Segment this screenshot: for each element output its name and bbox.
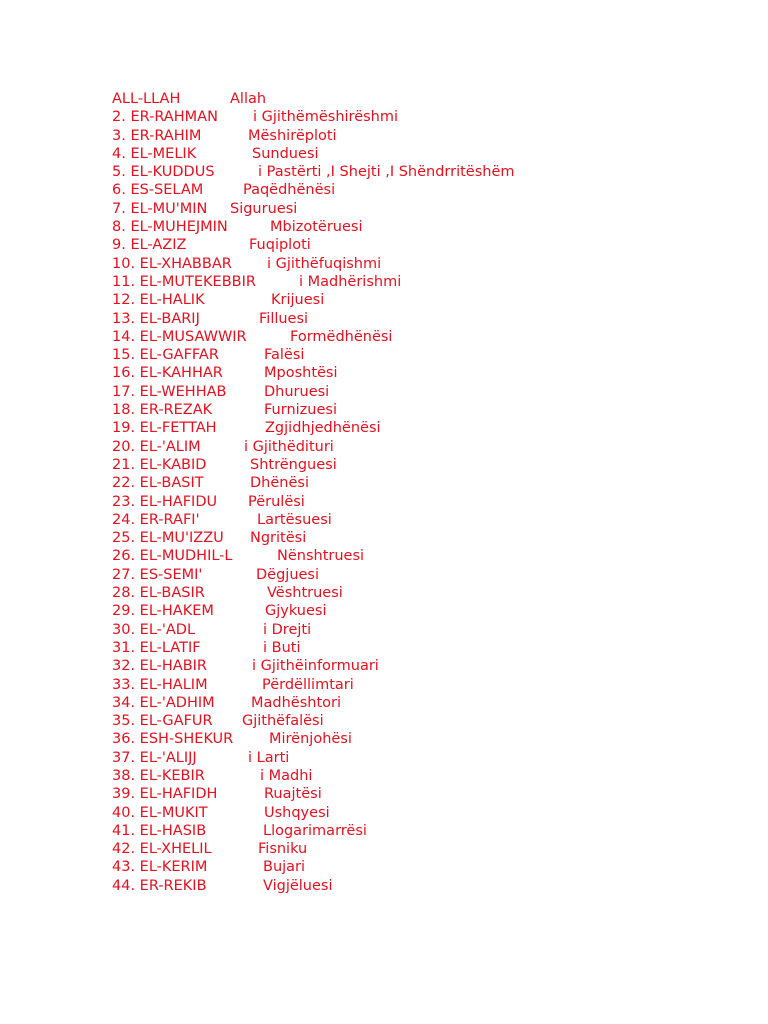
list-item (112, 639, 752, 657)
list-item (112, 438, 752, 456)
name-meaning: Bujari (263, 859, 306, 876)
divine-name: 34. EL-'ADHIM (112, 694, 215, 711)
list-item (112, 511, 752, 529)
list-item (112, 877, 752, 895)
divine-name: 42. EL-XHELIL (112, 841, 212, 858)
list-item (112, 785, 752, 803)
divine-name: 11. EL-MUTEKEBBIR (112, 273, 256, 290)
name-meaning: Formëdhënësi (290, 328, 393, 345)
divine-name: 22. EL-BASIT (112, 475, 204, 492)
list-item (112, 694, 752, 712)
divine-name: 4. EL-MELIK (112, 145, 197, 162)
name-meaning: Dhënësi (250, 475, 309, 492)
list-item (112, 749, 752, 767)
list-item (112, 804, 752, 822)
list-item (112, 822, 752, 840)
list-item (112, 858, 752, 876)
divine-name: 3. ER-RAHIM (112, 127, 202, 144)
name-meaning: i Drejti (263, 621, 312, 638)
names-list (112, 90, 752, 895)
list-item (112, 328, 752, 346)
list-item (112, 163, 752, 181)
divine-name: 6. ES-SELAM (112, 182, 204, 199)
list-item (112, 346, 752, 364)
list-item (112, 310, 752, 328)
list-item (112, 181, 752, 199)
name-meaning: Ushqyesi (264, 804, 330, 821)
divine-name: 7. EL-MU'MIN (112, 200, 208, 217)
divine-name: 36. ESH-SHEKUR (112, 731, 234, 748)
list-item (112, 621, 752, 639)
divine-name: 41. EL-HASIB (112, 822, 207, 839)
name-meaning: Përulësi (248, 493, 305, 510)
name-meaning: Furnizuesi (264, 402, 337, 419)
divine-name: 43. EL-KERIM (112, 859, 208, 876)
name-meaning: Ruajtësi (264, 786, 322, 803)
divine-name: ALL-LLAH (112, 91, 181, 107)
divine-name: 26. EL-MUDHIL-L (112, 548, 233, 565)
list-item (112, 218, 752, 236)
divine-name: 14. EL-MUSAWWIR (112, 328, 247, 345)
name-meaning: Vigjëluesi (263, 877, 333, 894)
list-item (112, 401, 752, 419)
name-meaning: Mbizotëruesi (270, 219, 363, 236)
divine-name: 21. EL-KABID (112, 456, 207, 473)
list-item (112, 547, 752, 565)
list-item (112, 529, 752, 547)
divine-name: 24. ER-RAFI' (112, 511, 200, 528)
divine-name: 33. EL-HALIM (112, 676, 208, 693)
name-meaning: Siguruesi (230, 200, 298, 217)
name-meaning: Mposhtësi (264, 365, 338, 382)
name-meaning: i Gjithëdituri (244, 438, 334, 455)
name-meaning: Sunduesi (252, 145, 319, 162)
divine-name: 13. EL-BARIJ (112, 310, 200, 327)
divine-name: 25. EL-MU'IZZU (112, 530, 224, 547)
list-item (112, 493, 752, 511)
list-item (112, 255, 752, 273)
list-item (112, 273, 752, 291)
list-item (112, 236, 752, 254)
list-item (112, 383, 752, 401)
list-item (112, 108, 752, 126)
list-item (112, 657, 752, 675)
name-meaning: Gjithëfalësi (242, 713, 324, 730)
name-meaning: Nënshtruesi (277, 548, 365, 565)
name-meaning: i Madhërishmi (299, 273, 402, 290)
list-item (112, 602, 752, 620)
name-meaning: i Gjithëmëshirëshmi (253, 109, 399, 126)
divine-name: 31. EL-LATIF (112, 639, 201, 656)
name-meaning: Përdëllimtari (262, 676, 354, 693)
list-item (112, 767, 752, 785)
list-item (112, 291, 752, 309)
name-meaning: Lartësuesi (257, 511, 332, 528)
divine-name: 23. EL-HAFIDU (112, 493, 218, 510)
divine-name: 35. EL-GAFUR (112, 713, 213, 730)
name-meaning: i Larti (248, 749, 290, 766)
divine-name: 27. ES-SEMI' (112, 566, 203, 583)
divine-name: 2. ER-RAHMAN (112, 109, 218, 126)
list-item (112, 200, 752, 218)
list-item (112, 419, 752, 437)
list-item (112, 127, 752, 145)
divine-name: 29. EL-HAKEM (112, 603, 214, 620)
divine-name: 32. EL-HABIR (112, 658, 208, 675)
divine-name: 30. EL-'ADL (112, 621, 196, 638)
name-meaning: i Buti (263, 639, 301, 656)
name-meaning: Ngritësi (250, 530, 307, 547)
name-meaning: Falësi (264, 347, 305, 364)
name-meaning: Dhuruesi (264, 383, 330, 400)
list-item (112, 584, 752, 602)
name-meaning: Llogarimarrësi (263, 822, 367, 839)
name-meaning: Fisniku (258, 841, 308, 858)
list-item (112, 676, 752, 694)
name-meaning: Dëgjuesi (256, 566, 320, 583)
divine-name: 17. EL-WEHHAB (112, 383, 227, 400)
name-meaning: i Pastërti ,I Shejti ,I Shëndrritëshëm (258, 164, 515, 181)
name-meaning: Filluesi (259, 310, 309, 327)
list-item (112, 566, 752, 584)
name-meaning: Zgjidhjedhënësi (265, 420, 381, 437)
divine-name: 39. EL-HAFIDH (112, 786, 218, 803)
list-item (112, 730, 752, 748)
list-item (112, 90, 752, 108)
list-item (112, 840, 752, 858)
name-meaning: i Gjithëinformuari (252, 658, 379, 675)
divine-name: 9. EL-AZIZ (112, 237, 187, 254)
divine-name: 28. EL-BASIR (112, 585, 205, 602)
divine-name: 44. ER-REKIB (112, 877, 207, 894)
divine-name: 10. EL-XHABBAR (112, 255, 232, 272)
divine-name: 18. ER-REZAK (112, 402, 213, 419)
name-meaning: i Gjithëfuqishmi (267, 255, 382, 272)
name-meaning: Mirënjohësi (269, 731, 352, 748)
name-meaning: Fuqiploti (249, 237, 311, 254)
divine-name: 16. EL-KAHHAR (112, 365, 223, 382)
name-meaning: Madhështori (251, 694, 342, 711)
name-meaning: i Madhi (260, 767, 313, 784)
name-meaning: Krijuesi (271, 292, 325, 309)
name-meaning: Allah (230, 91, 267, 107)
name-meaning: Shtrënguesi (250, 456, 337, 473)
divine-name: 12. EL-HALIK (112, 292, 205, 309)
divine-name: 19. EL-FETTAH (112, 420, 217, 437)
name-meaning: Vështruesi (267, 585, 343, 602)
divine-name: 20. EL-'ALIM (112, 438, 201, 455)
divine-name: 37. EL-'ALIJJ (112, 749, 197, 766)
divine-name: 40. EL-MUKIT (112, 804, 208, 821)
list-item (112, 474, 752, 492)
divine-name: 38. EL-KEBIR (112, 767, 205, 784)
name-meaning: Mëshirëploti (248, 127, 337, 144)
divine-name: 5. EL-KUDDUS (112, 164, 215, 181)
list-item (112, 364, 752, 382)
divine-name: 15. EL-GAFFAR (112, 347, 219, 364)
list-item (112, 456, 752, 474)
name-meaning: Paqëdhënësi (243, 182, 336, 199)
list-item (112, 712, 752, 730)
divine-name: 8. EL-MUHEJMIN (112, 219, 228, 236)
list-item (112, 145, 752, 163)
name-meaning: Gjykuesi (265, 603, 327, 620)
